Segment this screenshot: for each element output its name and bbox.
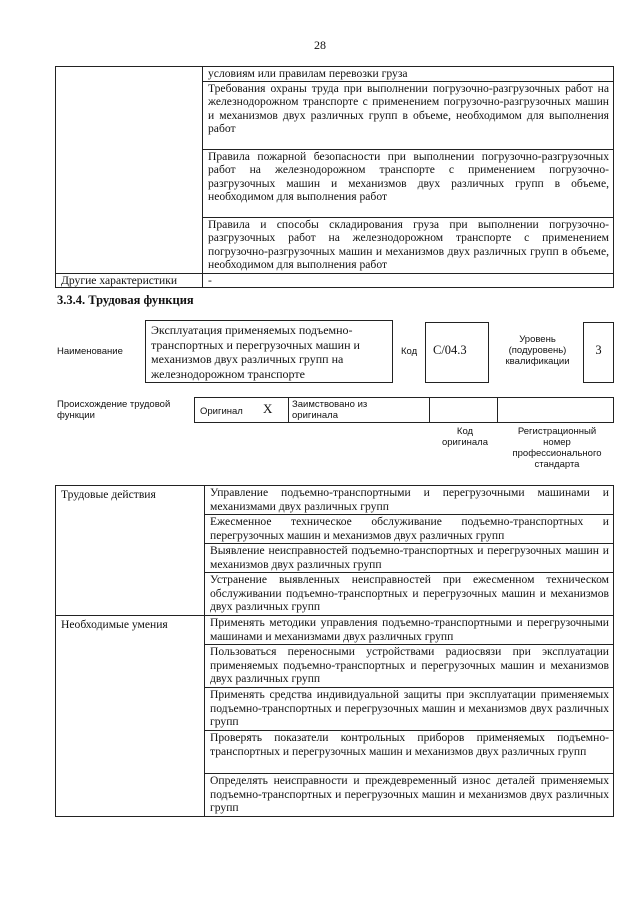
labor-action-item: Управление подъемно-транспортными и перегрузочными машинами и механизмами двух различных групп <box>205 486 614 515</box>
knowledge-item: Требования охраны труда при выполнении погрузочно-разгрузочных работ на железнодорожном транспорте с применением погрузочно-разгрузочных машин и механизмов двух различных групп в объеме, необходимом для выполнения работ <box>203 81 614 149</box>
knowledge-item: Правила и способы складирования груза при выполнении погрузочно-разгрузочных работ на железнодорожном транспорте с применением погрузочно-разгрузочных машин и механизмов двух различных групп в объеме, необходимом для выполнения работ <box>203 217 614 273</box>
borrowed-label: Заимствовано из оригинала <box>292 399 368 421</box>
divider <box>429 397 430 423</box>
table-row <box>56 273 614 288</box>
skill-item: Применять средства индивидуальной защиты при эксплуатации применяемых подъемно-транспортных и перегрузочных машин и механизмов двух различных групп <box>205 688 614 731</box>
other-characteristics-label: Другие характеристики <box>56 273 203 288</box>
code-original-caption: Код оригинала <box>441 426 488 448</box>
empty-label-cell <box>56 67 203 274</box>
labor-function-table <box>55 485 614 817</box>
level-value-box: 3 <box>583 322 614 383</box>
knowledge-item: условиям или правилам перевозки груза <box>203 67 614 82</box>
original-mark: X <box>263 401 273 416</box>
level-label: Уровень (подуровень) квалификации <box>505 334 570 367</box>
name-label: Наименование <box>57 346 123 357</box>
labor-action-item: Ежесменное техническое обслуживание подъемно-транспортных и перегрузочных машин и механизмов двух различных групп <box>205 515 614 544</box>
labor-actions-label: Трудовые действия <box>56 486 205 616</box>
skill-item: Пользоваться переносными устройствами радиосвязи при эксплуатации применяемых подъемно-транспортных и перегрузочных машин и механизмов двух различных групп <box>205 645 614 688</box>
registration-number-caption: Регистрационный номер профессионального стандарта <box>512 426 602 470</box>
labor-action-item: Устранение выявленных неисправностей при ежесменном техническом обслуживании подъемно-транспортных и перегрузочных машин и механизмов двух различных групп <box>205 573 614 616</box>
skill-item: Применять методики управления подъемно-транспортными и перегрузочными машинами и механизмами двух различных групп <box>205 616 614 645</box>
knowledge-item: Правила пожарной безопасности при выполнении погрузочно-разгрузочных работ на железнодорожном транспорте с применением погрузочно-разгрузочных машин и механизмов двух различных групп в объеме, необходимом для выполнения работ <box>203 149 614 217</box>
table-row <box>56 67 614 82</box>
requirements-table-continued <box>55 66 614 288</box>
divider <box>497 397 498 423</box>
labor-action-item: Выявление неисправностей подъемно-транспортных и перегрузочных машин и механизмов двух различных групп <box>205 544 614 573</box>
table-row <box>56 486 614 515</box>
function-code-box: С/04.3 <box>425 322 489 383</box>
divider <box>288 397 289 423</box>
table-row <box>56 616 614 645</box>
skill-item: Проверять показатели контрольных приборов применяемых подъемно-транспортных и перегрузочных машин и механизмов двух различных групп <box>205 731 614 774</box>
original-label: Оригинал <box>200 406 243 417</box>
origin-label: Происхождение трудовой функции <box>57 399 171 421</box>
skill-item: Определять неисправности и преждевременный износ деталей применяемых подъемно-транспортных и перегрузочных машин и механизмов двух различных групп <box>205 774 614 817</box>
required-skills-label: Необходимые умения <box>56 616 205 817</box>
section-title: 3.3.4. Трудовая функция <box>57 293 194 307</box>
other-characteristics-value: - <box>203 273 614 288</box>
page-number: 28 <box>314 38 326 52</box>
code-label: Код <box>401 346 418 357</box>
function-name-box: Эксплуатация применяемых подъемно-транспортных и перегрузочных машин и механизмов двух различных групп на железнодорожном транспорте <box>145 320 393 383</box>
